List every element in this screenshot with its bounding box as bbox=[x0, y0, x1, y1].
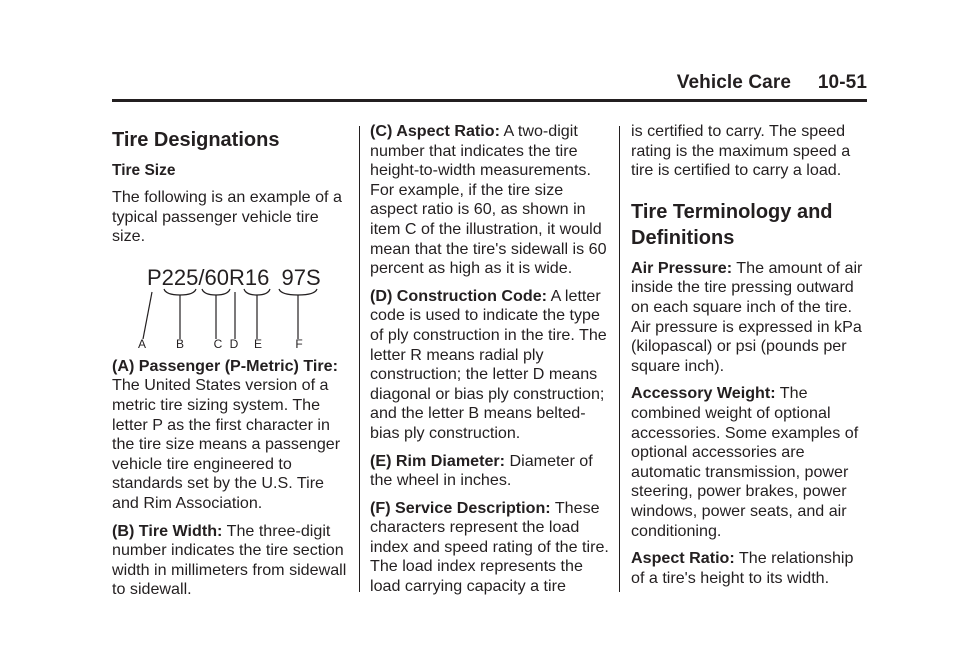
tire-size-diagram bbox=[112, 259, 352, 349]
label-b: B bbox=[175, 336, 185, 349]
entry-text: The amount of air inside the tire pressing outward on each square inch of the tire. Air pressure is expressed in kPa (kilopascal) or psi (pounds per square inch). bbox=[631, 258, 863, 375]
entry-e bbox=[370, 452, 610, 491]
entry-a bbox=[112, 357, 352, 514]
entry-term: Air Pressure: bbox=[631, 258, 733, 277]
subheading: Tire Size bbox=[112, 162, 176, 179]
label-c: C bbox=[213, 336, 223, 349]
page-header bbox=[112, 68, 867, 102]
entry-c bbox=[370, 122, 610, 279]
definition-air-pressure bbox=[631, 259, 867, 377]
continuation-text: is certified to carry. The speed rating is the maximum speed a tire is certified to carry a load. bbox=[631, 122, 851, 180]
entry-text: The combined weight of optional accessories. Some examples of optional accessories are automatic transmission, power steering, power brakes, power windows, power seats, and air conditioning. bbox=[631, 384, 859, 540]
entry-term: (A) Passenger (P-Metric) Tire: bbox=[112, 356, 338, 375]
section-heading: Tire Designations bbox=[112, 129, 280, 151]
entry-text: The relationship of a tire's height to its width. bbox=[631, 549, 854, 587]
section-title: Vehicle Care bbox=[676, 72, 791, 93]
header-title bbox=[677, 72, 867, 94]
entry-text: The United States version of a metric tire sizing system. The letter P as the first character in the tire size means a passenger vehicle tire engineered to standards set by the U.S. Tire and Rim Association. bbox=[112, 376, 341, 512]
entry-text: A letter code is used to indicate the type of ply construction in the tire. The letter R means radial ply construction; the letter D means diagonal or bias ply construction; and the letter B means belted-bias ply construction. bbox=[370, 286, 607, 442]
entry-term: (C) Aspect Ratio: bbox=[370, 122, 500, 140]
entry-text: The three-digit number indicates the tire section width in millimeters from sidewall to sidewall. bbox=[112, 521, 347, 599]
column-divider bbox=[359, 126, 360, 592]
entry-term: (B) Tire Width: bbox=[112, 521, 223, 540]
entry-term: Accessory Weight: bbox=[631, 384, 776, 403]
tire-size-code: P225/60R16 97S bbox=[147, 264, 321, 290]
entry-text: These characters represent the load index and speed rating of the tire. The load index represents the load carrying capacity a tire bbox=[370, 498, 609, 596]
column-2 bbox=[370, 122, 610, 605]
label-d: D bbox=[229, 336, 239, 349]
label-e: E bbox=[253, 336, 263, 349]
entry-d bbox=[370, 287, 610, 444]
entry-f bbox=[370, 499, 610, 597]
entry-text: A two-digit number that indicates the tire height-to-width measurements. For example, if the tire size aspect ratio is 60, as shown in item C of the illustration, it would mean that the tire's sidewall is 60 percent as high as it is wide. bbox=[370, 122, 607, 278]
entry-term: (D) Construction Code: bbox=[370, 286, 548, 305]
label-f: F bbox=[295, 336, 303, 349]
intro-text: The following is an example of a typical passenger vehicle tire size. bbox=[112, 188, 342, 246]
entry-term: (E) Rim Diameter: bbox=[370, 451, 506, 470]
column-3 bbox=[631, 122, 867, 596]
entry-text: Diameter of the wheel in inches. bbox=[370, 451, 593, 490]
section-heading: Tire Terminology and Definitions bbox=[631, 200, 833, 249]
column-divider bbox=[619, 126, 620, 592]
entry-b bbox=[112, 522, 352, 600]
column-1 bbox=[112, 122, 352, 608]
page-number: 10-51 bbox=[817, 72, 867, 93]
label-a: A bbox=[137, 336, 147, 349]
pointer-line-a bbox=[143, 292, 152, 339]
definition-aspect-ratio bbox=[631, 549, 867, 588]
entry-term: Aspect Ratio: bbox=[631, 549, 735, 568]
entry-term: (F) Service Description: bbox=[370, 498, 551, 517]
definition-accessory-weight bbox=[631, 384, 867, 541]
